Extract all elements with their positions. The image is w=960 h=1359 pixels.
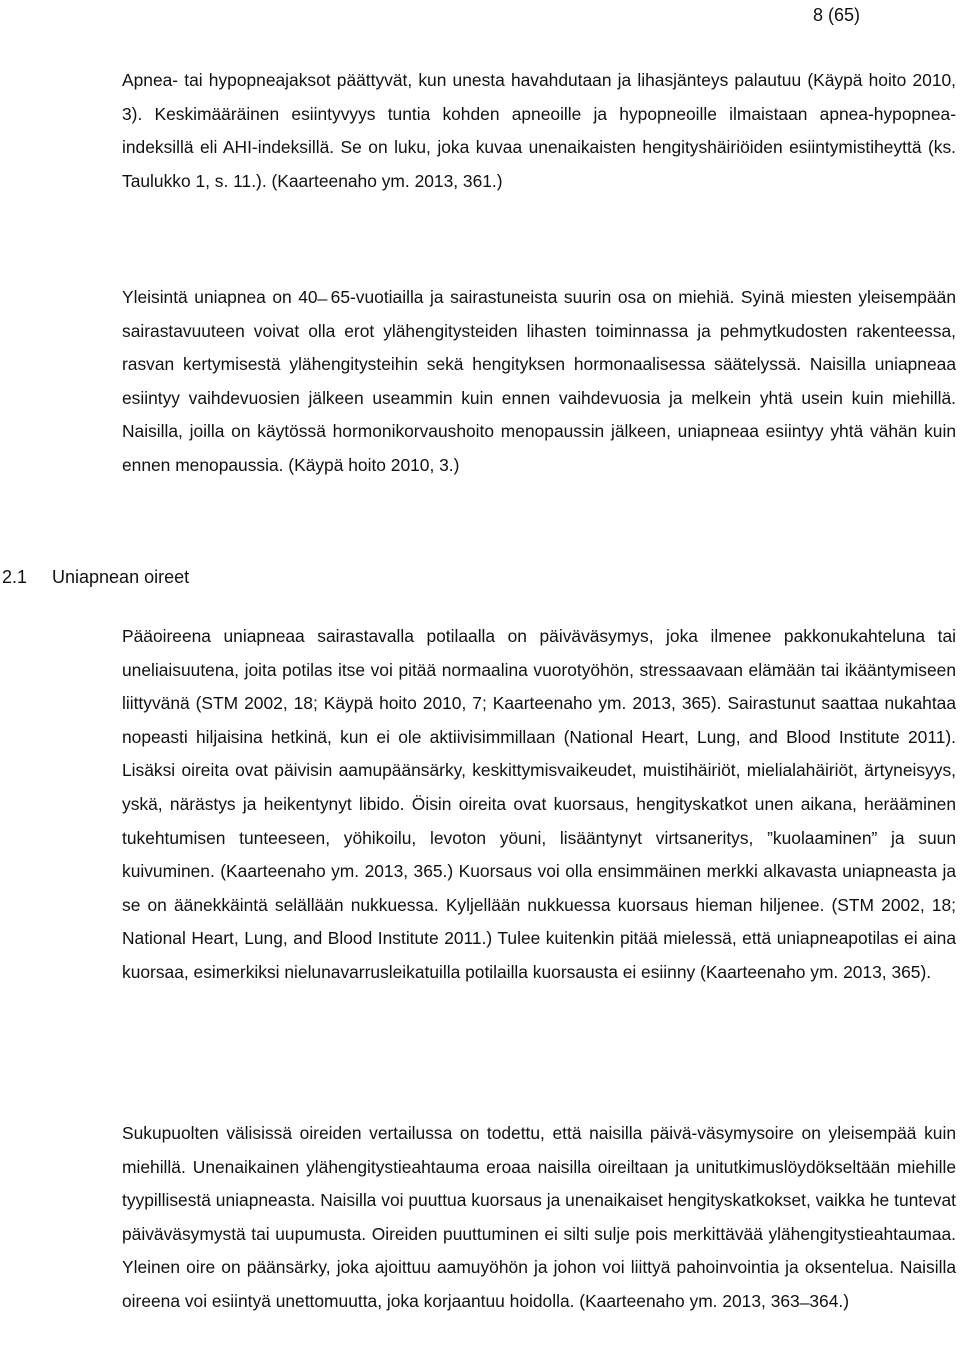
- body-paragraph: Yleisintä uniapnea on 40 ̶ 65-vuotiailla ja sairastuneista suurin osa on miehiä. Syinä miesten yleisempään sairastavuuteen voivat olla erot ylähengitysteiden lihasten toiminnassa ja pehmytkudosten rakenteessa, rasvan kertymisestä ylähengitysteihin sekä hengityksen hormonaalisessa säätelyssä. Naisilla uniapneaa esiintyy vaihdevuosien jälkeen useammin kuin ennen vaihdevuosia ja melkein yhtä usein kuin miehillä. Naisilla, joilla on käytössä hormonikorvaushoito menopaussin jälkeen, uniapneaa esiintyy yhtä vähän kuin ennen menopaussia. (Käypä hoito 2010, 3.): [122, 287, 956, 475]
- page-number: 8 (65): [812, 5, 860, 25]
- section-number: 2.1: [2, 567, 28, 587]
- body-paragraph: Apnea- tai hypopneajaksot päättyvät, kun unesta havahdutaan ja lihasjänteys palautuu (Käypä hoito 2010, 3). Keskimääräinen esiintyvyys tuntia kohden apneoille ja hypopneoille ilmaistaan apnea-hypopnea-indeksillä eli AHI-indeksillä. Se on luku, joka kuvaa unenaikaisten hengityshäiriöiden esiintymistiheyttä (ks. Taulukko 1, s. 11.). (Kaarteenaho ym. 2013, 361.): [122, 70, 956, 191]
- section-title: Uniapnean oireet: [52, 567, 190, 587]
- section-paragraph: Pääoireena uniapneaa sairastavalla potilaalla on päiväväsymys, joka ilmenee pakkonukahteluna tai uneliaisuutena, joita potilas itse voi pitää normaalina vuorotyöhön, stressaavaan elämään tai ikääntymiseen liittyvänä (STM 2002, 18; Käypä hoito 2010, 7; Kaarteenaho ym. 2013, 365). Sairastunut saattaa nukahtaa nopeasti hiljaisina hetkinä, kun ei ole aktiivisimmillaan (National Heart, Lung, and Blood Institute 2011). Lisäksi oireita ovat päivisin aamupäänsärky, keskittymisvaikeudet, muistihäiriöt, mielialahäiriöt, ärtyneisyys, yskä, närästys ja heikentynyt libido. Öisin oireita ovat kuorsaus, hengityskatkot unen aikana, herääminen tukehtumisen tunteeseen, yöhikoilu, levoton yöuni, lisääntynyt virtsaneritys, ”kuolaaminen” ja suun kuivuminen. (Kaarteenaho ym. 2013, 365.) Kuorsaus voi olla ensimmäinen merkki alkavasta uniapneasta ja se on äänekkäintä selällään nukkuessa. Kyljellään nukkuessa kuorsaus hieman hiljenee. (STM 2002, 18; National Heart, Lung, and Blood Institute 2011.) Tulee kuitenkin pitää mielessä, että uniapneapotilas ei aina kuorsaa, esimerkiksi nielunavarrusleikatuilla potilailla kuorsausta ei esiinny (Kaarteenaho ym. 2013, 365).: [122, 626, 956, 982]
- section-paragraph: Sukupuolten välisissä oireiden vertailussa on todettu, että naisilla päivä-väsymysoire on yleisempää kuin miehillä. Unenaikainen ylähengitystieahtauma eroaa naisilla oireiltaan ja unitutkimuslöydökseltään miehille tyypillisestä uniapneasta. Naisilla voi puuttua kuorsaus ja unenaikaiset hengityskatkokset, vaikka he tuntevat päiväväsymystä tai uupumusta. Oireiden puuttuminen ei silti sulje pois merkittävää ylähengitystieahtaumaa. Yleinen oire on päänsärky, joka ajoittuu aamuyöhön ja johon voi liittyä pahoinvointia ja oksentelua. Naisilla oireena voi esiintyä unettomuutta, joka korjaantuu hoidolla. (Kaarteenaho ym. 2013, 363 ̶ 364.): [122, 1123, 956, 1311]
